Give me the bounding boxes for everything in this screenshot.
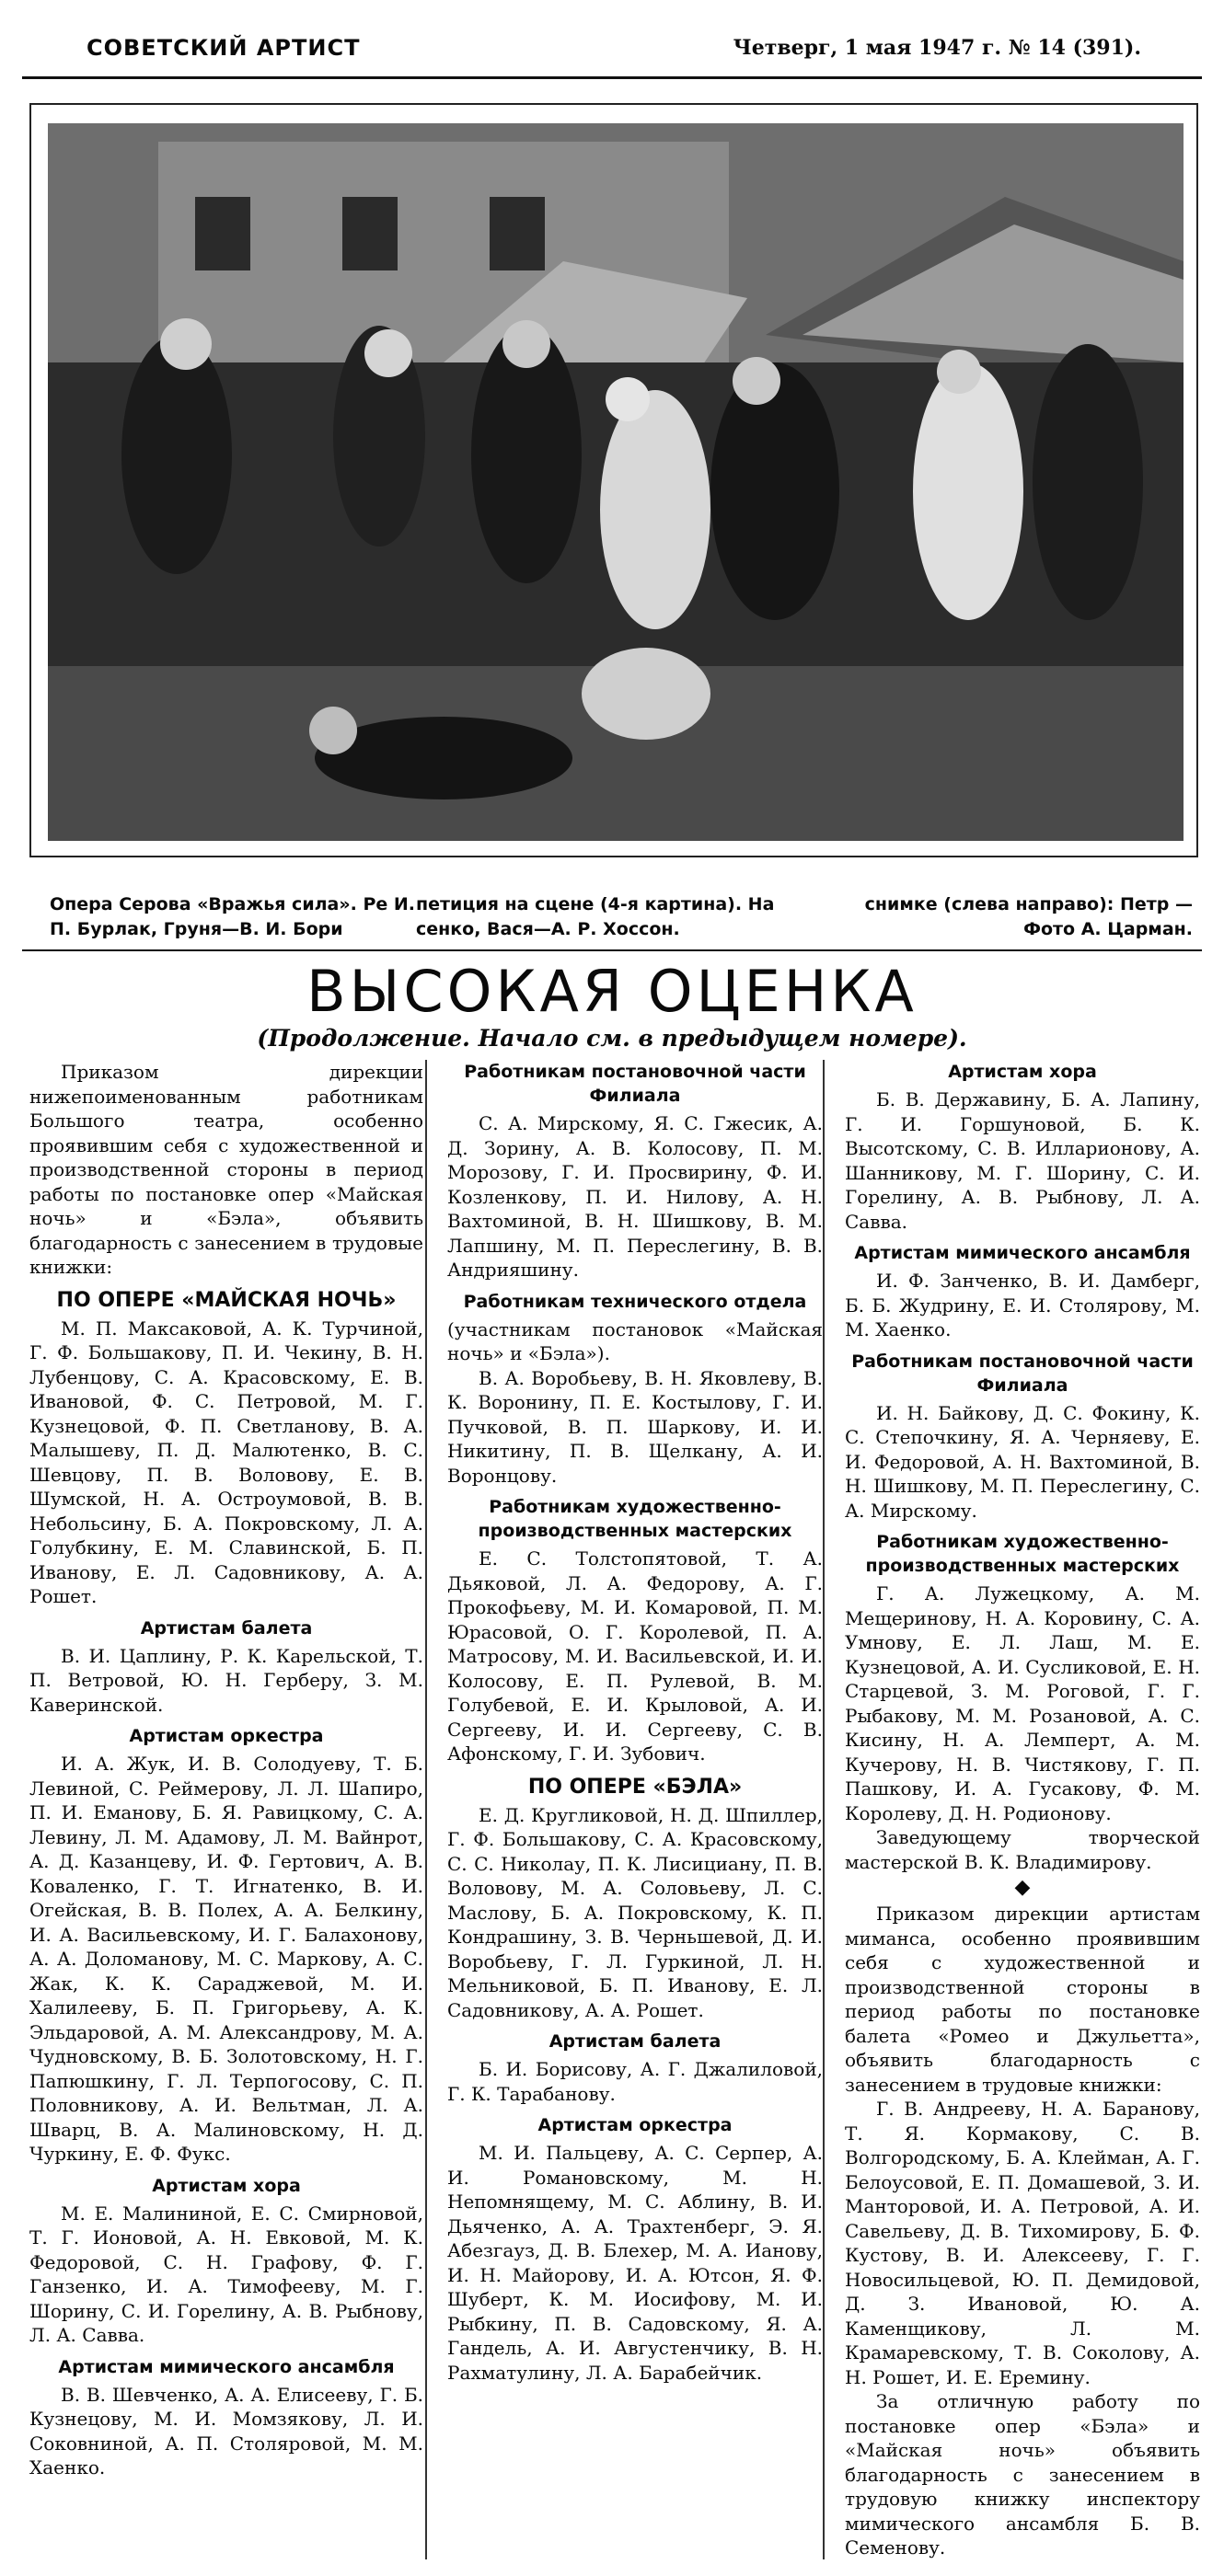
caption-part-2: петиция на сцене (4-я картина). На сенко, Вася—А. Р. Хоссон. [416,894,775,939]
section-heading: Работникам художественно-производственных мастерских [865,1532,1180,1576]
names-paragraph: М. П. Максаковой, А. К. Турчиной, Г. Ф. Большакову, П. И. Чекину, В. Н. Лубенцову, С. А. Красовскому, Е. В. Ивановой, Ф. С. Петровой, М. Г. Кузнецовой, Ф. П. Светланову, В. А. Малышеву, П. Д. Малютенко, В. С. Шевцову, П. В. Воловову, Е. В. Шумской, Н. А. Остроумовой, В. В. Небольсину, Б. А. Покровскому, Л. А. Голубкину, Е. М. Славинской, Б. П. Иванову, Е. Л. Садовникову, А. А. Рошет. [29,1317,423,1607]
section-heading: Работникам постановочной части Филиала [464,1062,806,1106]
names-paragraph: С. А. Мирскому, Я. С. Гжесик, А. Д. Зорину, А. В. Колосову, П. М. Морозову, Г. И. Просвирину, Ф. И. Козленкову, П. И. Нилову, А. Н. Вахтоминой, В. Н. Шишкову, В. М. Лапшину, М. П. Переслегину, В. В. Андрияшину. [447,1112,823,1281]
section-heading: Работникам художественно-производственных мастерских [478,1497,792,1541]
names-paragraph: В. И. Цаплину, Р. К. Карельской, Т. П. Ветровой, Ю. Н. Герберу, З. М. Каверинской. [29,1644,423,1716]
photo-frame [29,103,1198,857]
article-columns [22,1060,1202,2559]
intro-paragraph: Приказом дирекции нижепоименованным работникам Большого театра, особенно проявившим себя с художественной и производственной стороны в период работы по постановке опер «Майская ночь» и «Бэла», объявить благодарность с занесением в трудовые книжки: [29,1061,423,1278]
caption-part-1: Опера Серова «Вражья сила». Ре И. П. Бурлак, Груня—В. И. Бори [50,894,416,939]
names-paragraph: Б. В. Державину, Б. А. Лапину, Г. И. Горшуновой, Б. К. Высотскому, С. В. Илларионову, А. Шанникову, М. Г. Шорину, С. И. Горелину, А. В. Рыбнову, Л. А. Савва. [845,1088,1200,1233]
opera-scene-photo [48,123,1184,841]
closing-paragraph: За отличную работу по постановке опер «Бэла» и «Майская ночь» объявить благодарность с занесением в трудовую книжку инспектору мимического ансамбля Б. В. Семенову. [845,2390,1200,2559]
names-paragraph: Е. С. Толстопятовой, Т. А. Дьяковой, Л. А. Федорову, А. Г. Прокофьеву, М. И. Комаровой, П. М. Юрасовой, О. Г. Королевой, П. А. Матросову, М. И. Васильевской, И. И. Колосову, Е. П. Рулевой, В. М. Голубевой, Е. И. Крыловой, А. И. Сергееву, И. И. Сергееву, С. В. Афонскому, Г. И. Зубович. [447,1547,823,1765]
divider-rule [22,949,1202,951]
section-note: (участникам постановок «Майская ночь» и «Бэла»). [447,1317,823,1364]
newspaper-page [22,18,1202,2559]
article-headline: ВЫСОКАЯ ОЦЕНКА [306,958,918,1025]
column-2 [425,1060,823,2559]
section-heading: Работникам технического отдела [463,1291,807,1312]
section-heading: Артистам оркестра [537,2115,733,2135]
names-paragraph: И. Ф. Занченко, В. И. Дамберг, Б. Б. Жудрину, Е. И. Столярову, М. М. Хаенко. [845,1270,1200,1340]
names-paragraph: М. И. Пальцеву, А. С. Серпер, А. И. Романовскому, М. Н. Непомнящему, М. С. Аблину, В. И. Дьяченко, А. А. Трахтенберг, Э. Я. Абезгауз, Д. В. Блехер, М. А. Ианову, И. Н. Майорову, И. А. Ютсон, Я. Ф. Шуберт, К. М. Иосифову, М. И. Рыбкину, П. В. Садовскому, Я. А. Гандель, А. И. Августенчику, В. Н. Рахматулину, Л. А. Барабейчик. [447,2142,823,2384]
names-paragraph: И. А. Жук, И. В. Солодуеву, Т. Б. Левиной, С. Реймерову, Л. Л. Шапиро, П. И. Еманову, Б. Я. Равицкому, С. А. Левину, Л. М. Адамову, Л. М. Вайнрот, А. Д. Казанцеву, И. Ф. Гертович, А. В. Коваленко, Г. Т. Игнатенко, В. И. Огейская, В. В. Полех, А. А. Белкину, И. А. Васильевскому, И. Г. Балахонову, А. А. Доломанову, М. С. Маркову, А. С. Жак, К. К. Сараджевой, М. И. Халилееву, Б. П. Григорьеву, А. К. Эльдаровой, А. М. Александрову, М. А. Чудновскому, В. Б. Золотовскому, Н. Г. Папюшкину, Г. Л. Терпогосову, С. П. Половникову, А. И. Вельтман, Л. А. Шварц, В. А. Малиновскому, Н. Д. Чуркину, Е. Ф. Фукс. [29,1753,423,2165]
column-3 [823,1060,1200,2559]
names-paragraph: В. В. Шевченко, А. А. Елисееву, Г. Б. Кузнецову, М. И. Момзякову, Л. И. Соковниной, А. П. Столяровой, М. М. Хаенко. [29,2383,423,2478]
names-paragraph: В. А. Воробьеву, В. Н. Яковлеву, В. К. Воронину, П. Е. Костылову, Г. И. Пучковой, В. П. Шаркову, И. И. Никитину, П. В. Щелкану, А. И. Воронцову. [447,1366,823,1487]
names-paragraph: Заведующему творческой мастерской В. К. Владимирову. [845,1826,1200,1873]
names-paragraph: Е. Д. Кругликовой, Н. Д. Шпиллер, Г. Ф. Большакову, С. А. Красовскому, С. С. Николау, П. К. Лисициану, П. В. Воловову, М. А. Соловьеву, Л. С. Маслову, Б. А. Покровскому, К. П. Кондрашину, З. В. Черньшевой, Д. И. Воробьеву, Г. Л. Гуркиной, Л. Н. Мельниковой, Б. П. Иванову, Е. Л. Садовникову, А. А. Рошет. [447,1803,823,2021]
caption-part-3: снимке (слева направо): Петр — Фото А. Царман. [864,894,1193,939]
names-paragraph: М. Е. Малининой, Е. С. Смирновой, Т. Г. Ионовой, А. Н. Евковой, М. К. Федоровой, С. Н. Графову, Ф. Г. Ганзенко, И. А. Тимофееву, М. Г. Шорину, С. И. Горелину, А. В. Рыбнову, Л. А. Савва. [29,2202,423,2346]
issue-date: Четверг, 1 мая 1947 г. № 14 (391). [733,35,1141,60]
section-heading: Артистам оркестра [129,1726,324,1746]
intro-paragraph: Приказом дирекции артистам миманса, особенно проявившим себя с художественной и производственной стороны в период работы по постановке балета «Ромео и Джульетта», объявить благодарность с занесением в трудовые книжки: [845,1903,1200,2096]
names-paragraph: Г. А. Лужецкому, А. М. Мещеринову, Н. А. Коровину, С. А. Умнову, Е. Л. Лаш, М. Е. Кузнецовой, А. И. Сусликовой, Е. Н. Старцевой, З. М. Роговой, Г. Г. Рыбакову, М. М. Розановой, А. С. Кисину, Н. А. Лемперт, А. М. Кучерову, Н. В. Чистякову, Г. П. Пашкову, И. А. Гусакову, Ф. М. Королеву, Д. Н. Родионову. [845,1582,1200,1824]
section-heading: Артистам хора [948,1062,1097,1082]
section-heading: Артистам балета [140,1617,313,1639]
masthead [22,18,1202,79]
newspaper-name: СОВЕТСКИЙ АРТИСТ [87,34,361,61]
section-heading: ПО ОПЕРЕ «МАЙСКАЯ НОЧЬ» [56,1288,397,1312]
section-heading: Работникам постановочной части Филиала [851,1351,1194,1396]
section-heading: ПО ОПЕРЕ «БЭЛА» [527,1775,743,1799]
section-heading: Артистам мимического ансамбля [854,1243,1191,1263]
section-heading: Артистам хора [152,2175,301,2196]
article-subhead: (Продолжение. Начало см. в предыдущем номере). [257,1025,967,1052]
section-heading: Артистам мимического ансамбля [58,2356,395,2377]
names-paragraph: И. Н. Байкову, Д. С. Фокину, К. С. Степочкину, Я. А. Черняеву, Е. И. Федоровой, А. Н. Вахтоминой, В. Н. Шишкову, М. П. Переслегину, С. А. Мирскому. [845,1401,1200,1522]
diamond-ornament: ◆ [1014,1876,1031,1899]
names-paragraph: Б. И. Борисову, А. Г. Джалиловой, Г. К. Тарабанову. [447,2058,823,2105]
column-1 [29,1060,423,2480]
names-paragraph: Г. В. Андрееву, Н. А. Баранову, Т. Я. Кормакову, С. В. Волгородскому, Б. А. Клейман, А. Г. Белоусовой, Е. П. Домашевой, З. И. Манторовой, И. А. Петровой, А. И. Савельеву, Д. В. Тихомирову, Б. Ф. Кустову, В. И. Алексееву, Г. Г. Новосильцевой, Ю. П. Демидовой, Д. З. Ивановой, Ю. А. Каменщикову, Л. М. Крамаревскому, Т. В. Соколову, А. Н. Рошет, И. Е. Еремину. [845,2098,1200,2388]
section-heading: Артистам балета [548,2031,722,2052]
photo-caption [29,892,1198,944]
